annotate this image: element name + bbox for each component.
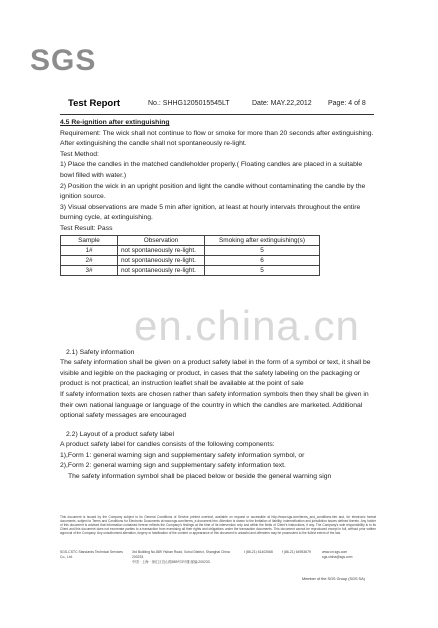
requirement-text: Requirement: The wick shall not continue to flow or smoke for more than 20 seconds after extinguishing. After extinguishing the candle shall not spontaneously re-light. [60,129,374,148]
address-en: 3rd Building No.889 Yishan Road, Xuhui District, Shanghai China 200233 [132,550,230,559]
table-cell: not spontaneously re-light. [118,265,205,275]
footer-contact [60,550,376,566]
report-header [68,99,368,111]
section-title: 4.5 Re-ignition after extinguishing [60,119,170,126]
table-cell: not spontaneously re-light. [118,245,205,255]
page-number: Page: 4 of 8 [328,100,366,107]
report-date: Date: MAY.22,2012 [252,100,312,107]
table-cell: 2# [61,255,118,265]
table-cell: not spontaneously re-light. [118,255,205,265]
table-header: Sample [61,235,118,245]
header-divider [60,114,374,115]
method-step: 3) Visual observations are made 5 min after ignition, at least at hourly intervals throughout the entire burning cycle, at extinguishing. [60,203,361,222]
footer-fax: f (86-21) 64953679 [282,550,311,554]
legal-fineprint: This document is issued by the Company subject to its General Conditions of Service printed overleaf, available on request or accessible at http://www.sgs.com/terms_and_conditions.htm and, for electronic format documents, subject to Terms and Conditions for Electronic Documents at www.sgs.com/terms_e-document.htm. Attention is drawn to the limitation of liability, indemnification and jurisdiction issues defined therein. Any holder of this document is advised that information contained hereon reflects the Company's findings at the time of its intervention only and within the limits of Client's instructions, if any. The Company's sole responsibility is to its Client and this document does not exonerate parties to a transaction from exercising all their rights and obligations under the transaction documents. This document cannot be reproduced except in full, without prior written approval of the Company. Any unauthorized alteration, forgery or falsification of the content or appearance of this document is unlawful and offenders may be prosecuted to the fullest extent of the law. [60,515,376,535]
report-number: No.: SHHG1205015545LT [148,100,230,107]
symbol-note: The safety information symbol shall be placed below or beside the general warning sign [68,473,332,481]
method-step: 2) Position the wick in an upright position and light the candle without contaminating the candle by the ignition source. [60,182,366,201]
form-item: 2),Form 2: general warning sign and supplementary safety information text. [60,462,286,470]
table-row [61,245,320,255]
layout-intro: A product safety label for candles consists of the following components: [60,441,275,449]
method-label: Test Method: [60,150,99,158]
sgs-logo [30,44,108,84]
footer-tel: t (86-21) 61402666 [244,550,273,554]
report-body [60,118,376,483]
footer-website: www.cn.sgs.com [322,550,348,554]
footer-company: SGS-CSTC Standards Technical Services Co., Ltd. [60,550,123,559]
member-note: Member of the SGS Group (SGS SA) [302,577,365,581]
method-step: 1) Place the candles in the matched candleholder properly.( Floating candles are placed in a suitable bowl filled with water.) [60,161,363,179]
table-header-row [61,235,320,245]
table-cell: 6 [205,255,320,265]
report-title: Test Report [68,98,121,109]
footer-email: sgs.china@sgs.com [322,555,353,559]
table-header: Observation [118,235,205,245]
footer-web [322,550,376,560]
table-cell: 5 [205,245,320,255]
safety-paragraph: If safety information texts are chosen rather than safety information symbols then they shall be given in their own national language or language of the country in which the candles are marketed. Additional optional safety messages are encouraged [60,390,369,420]
table-header: Smoking after extinguishing(s) [205,235,320,245]
logo-text: SGS [30,44,97,77]
safety-heading: 2.1) Safety information [66,348,135,356]
table-row [61,255,320,265]
address-cn: 中国 · 上海 · 徐汇区宜山路889号3号楼 邮编:200233 [132,560,210,564]
watermark: en.china.cn [134,302,360,349]
result-label: Test Result: Pass [60,224,113,232]
safety-paragraph: The safety information shall be given on a product safety label in the form of a symbol or text, it shall be visible and legible on the packaging or product, in cases that the safety labeling on the packaging or product is not practical, an instruction leaflet shall be available at the point of sale [60,359,371,388]
table-cell: 1# [61,245,118,255]
results-table [60,235,320,276]
footer-address [132,550,242,565]
table-cell: 5 [205,265,320,275]
layout-heading: 2.2) Layout of a product safety label [66,430,175,438]
form-item: 1),Form 1: general warning sign and supplementary safety information symbol, or [60,451,305,459]
table-row [61,265,320,275]
table-cell: 3# [61,265,118,275]
